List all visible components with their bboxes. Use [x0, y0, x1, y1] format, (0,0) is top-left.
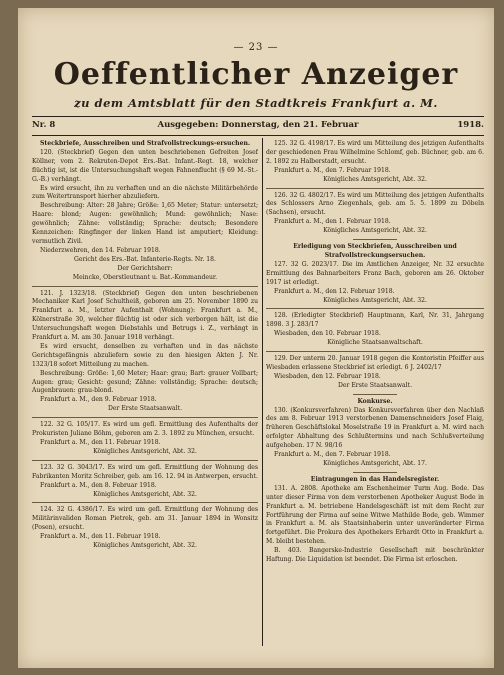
- masthead-title: Oeffentlicher Anzeiger: [53, 57, 459, 92]
- left-column: [32, 140, 258, 646]
- notice-paragraph: Niederzwehren, den 14. Februar 1918.: [40, 246, 161, 254]
- masthead-subtitle: zu dem Amtsblatt für den Stadtkreis Frankfurt a. M.: [74, 96, 438, 110]
- notice-paragraph: Es wird ersucht, denselben zu verhaften und in das nächste Gerichtsgefängnis abzuliefern sowie zu den hiesigen Akten J. Nr. 1323/18 sofort Mitteilung zu machen.: [32, 342, 258, 368]
- signature-line: Königliches Amtsgericht, Abt. 32.: [93, 542, 197, 550]
- page-number: — 23 —: [233, 42, 279, 53]
- signature-line: Gericht des Ers.-Bat. Infanterie-Regts. Nr. 18.: [74, 255, 216, 263]
- section-separator: [266, 188, 484, 189]
- signature-line: Der Gerichtsherr:: [117, 264, 173, 272]
- section-heading: Konkurse.: [357, 397, 393, 405]
- notice-paragraph: 121. J. 1323/18. (Steckbrief) Gegen den unten beschriebenen Mechaniker Karl Josef Schultheiß, geboren am 25. November 1890 zu Frankfurt a. M., letzter Aufenthalt (Wohnung): Frankfurt a. M., Kölnerstraße 30, welcher flüchtig ist oder sich verborgen hält, ist die Untersuchungshaft wegen Diebstahls und Betrugs i. Z., verhängt in Frankfurt a. M. am 30. Januar 1918 verhängt.: [32, 289, 258, 342]
- signature-line: Königliches Amtsgericht, Abt. 32.: [93, 490, 197, 498]
- signature-line: Königliches Amtsgericht, Abt. 32.: [323, 296, 427, 304]
- notice-paragraph: Frankfurt a. M., den 9. Februar 1918.: [40, 396, 157, 404]
- section-separator: [353, 472, 397, 473]
- notice-paragraph: 123. 32 G. 3043/17. Es wird um gefl. Ermittlung der Wohnung des Fabrikanten Moritz Schreiber, geb. am 16. 12. 94 in Antwerpen, ersucht.: [32, 463, 258, 480]
- notice-paragraph: Beschreibung: Größe: 1,60 Meter; Haar: grau; Bart: grauer Vollbart; Augen: grau; Gesicht: gesund; Zähne: vollständig; Sprache: deutsch; Augenbrauen: grau-blond.: [32, 369, 258, 395]
- signature-line: Königliches Amtsgericht, Abt. 32.: [323, 175, 427, 183]
- notice-paragraph: 131. A. 2808. Apotheke am Eschenheimer Turm Aug. Bode. Das unter dieser Firma von dem verstorbenen Apotheker August Bode in Frankfurt a. M. betriebene Handelsgeschäft ist mit dem Recht zur Fortführung der Firma auf seine Witwe Mathilde Bode, geb. Wimmer in Frankfurt a. M. als Staatsinhaberin unter unveränderter Firma fortgeführt. Die Prokura des Apothekers Erhardt Otto in Frankfurt a. M. bleibt bestehen.: [266, 484, 484, 546]
- notice-paragraph: 127. 32 G. 2023/17. Die im Amtlichen Anzeiger, Nr. 32 ersuchte Ermittlung des Bahnarbeiters Franz Bach, geboren am 26. Oktober 1917 ist erledigt.: [266, 260, 484, 286]
- issue-line: [32, 120, 484, 134]
- notice-paragraph: Frankfurt a. M., den 8. Februar 1918.: [40, 481, 157, 489]
- header-bottom-rule: [32, 135, 484, 136]
- notice-paragraph: Wiesbaden, den 10. Februar 1918.: [274, 330, 381, 338]
- notice-paragraph: 129. Der unterm 20. Januar 1918 gegen die Kontoristin Pfeiffer aus Wiesbaden erlassene Steckbrief ist erledigt. 6 J. 2402/17: [266, 355, 484, 371]
- notice-paragraph: 120. (Steckbrief) Gegen den unten beschriebenen Gefreiten Josef Köllner, vom 2. Rekruten-Depot Ers.-Bat. Infant.-Regt. 18, welcher flüchtig ist, ist die Untersuchungshaft wegen Fahnenflucht (§ 69 M.-St.-G.-B.) verhängt.: [32, 148, 258, 183]
- notice-paragraph: Frankfurt a. M., den 7. Februar 1918.: [274, 451, 391, 459]
- signature-line: Der Erste Staatsanwalt.: [337, 381, 413, 389]
- section-heading: Eintragungen in das Handelsregister.: [310, 475, 440, 483]
- signature-line: Königliches Amtsgericht, Abt. 32.: [323, 227, 427, 235]
- issue-date: Ausgegeben: Donnerstag, den 21. Februar: [157, 120, 359, 130]
- notice-paragraph: Frankfurt a. M., den 12. Februar 1918.: [274, 287, 395, 295]
- section-separator: [266, 308, 484, 309]
- section-heading: Steckbriefe, Ausschreiben und Strafvollstreckungs-ersuchen.: [39, 140, 251, 147]
- newspaper-page: [18, 8, 494, 668]
- notice-paragraph: Beschreibung: Alter: 28 Jahre; Größe: 1,65 Meter; Statur: untersetzt; Haare: blond; Augen: gewöhnlich; Mund: gewöhnlich; Nase: gewöhnlich; Zähne: vollständig; Sprache: deutsch; Besondere Kennzeichen: Ringfinger der linken Hand ist amputiert; Kleidung: vermutlich Zivil.: [32, 202, 258, 245]
- notice-paragraph: 122. 32 G. 105/17. Es wird um gefl. Ermittlung des Aufenthalts der Prokuristen Juliane Böhm, geboren am 2. 3. 1892 zu München, ersucht.: [32, 421, 258, 438]
- notice-paragraph: 130. (Konkursverfahren) Das Konkursverfahren über den Nachlaß des am 8. Februar 1913 verstorbenen Damenschneiders Josef Flaig, früheren Geschäftslokal Moselstraße 19 in Frankfurt a. M. wird nach erfolgter Abhaltung des Schlußtermins und nach Schlußverteilung aufgehoben. 17 N. 98/16: [266, 406, 484, 450]
- column-divider: [262, 138, 263, 646]
- top-rule: [32, 116, 484, 117]
- section-heading: Erledigung von Steckbriefen, Ausschreiben und Strafvollstreckungsersuchen.: [293, 243, 457, 259]
- signature-line: Königliche Staatsanwaltschaft.: [327, 339, 423, 347]
- section-separator: [353, 394, 397, 395]
- notice-paragraph: 126. 32 G. 4802/17. Es wird um Mitteilung des jetzigen Aufenthalts des Schlossers Arno Ziegenhals, geb. am 5. 5. 1899 zu Döbeln (Sachsen), ersucht.: [266, 191, 484, 217]
- notice-paragraph: Es wird ersucht, ihn zu verhaften und an die nächste Militärbehörde zum Weitertransport hierher abzuliefern.: [32, 184, 258, 201]
- notice-paragraph: Frankfurt a. M., den 1. Februar 1918.: [274, 218, 391, 226]
- section-separator: [266, 351, 484, 352]
- notice-paragraph: 124. 32 G. 4386/17. Es wird um gefl. Ermittlung der Wohnung des Militärinvaliden Roman Pietrek, geb. am 31. Januar 1894 in Wonsitz (Posen), ersucht.: [32, 506, 258, 532]
- notice-paragraph: Frankfurt a. M., den 11. Februar 1918.: [40, 439, 161, 446]
- notice-paragraph: Wiesbaden, den 12. Februar 1918.: [274, 372, 381, 380]
- issue-number: Nr. 8: [32, 120, 56, 130]
- section-separator: [32, 417, 258, 418]
- notice-paragraph: Frankfurt a. M., den 7. Februar 1918.: [274, 166, 391, 174]
- section-separator: [353, 239, 397, 240]
- signature-line: Königliches Amtsgericht, Abt. 32.: [93, 447, 197, 455]
- right-column: [266, 140, 484, 646]
- section-separator: [32, 460, 258, 461]
- notice-paragraph: B. 403. Bangerske-Industrie Gesellschaft mit beschränkter Haftung. Die Liquidation ist beendet. Die Firma ist erloschen.: [266, 547, 484, 564]
- section-separator: [32, 502, 258, 503]
- notice-paragraph: 125. 32 G. 4198/17. Es wird um Mitteilung des jetzigen Aufenthalts der geschiedenen Frau Wilhelmine Schlomf, geb. Büchner, geb. am 6. 2. 1892 zu Halberstadt, ersucht.: [266, 140, 484, 165]
- notice-paragraph: Frankfurt a. M., den 11. Februar 1918.: [40, 533, 161, 541]
- signature-line: Der Erste Staatsanwalt.: [107, 405, 183, 413]
- section-separator: [32, 286, 258, 287]
- notice-paragraph: 128. (Erledigter Steckbrief) Hauptmann, Karl, Nr. 31, Jahrgang 1898. 3 J. 283/17: [266, 312, 484, 329]
- signature-line: Königliches Amtsgericht, Abt. 17.: [323, 460, 427, 467]
- issue-year: 1918.: [457, 120, 484, 130]
- signature-line: Meincke, Oberstleutnant u. Bat.-Kommandeur.: [72, 273, 218, 281]
